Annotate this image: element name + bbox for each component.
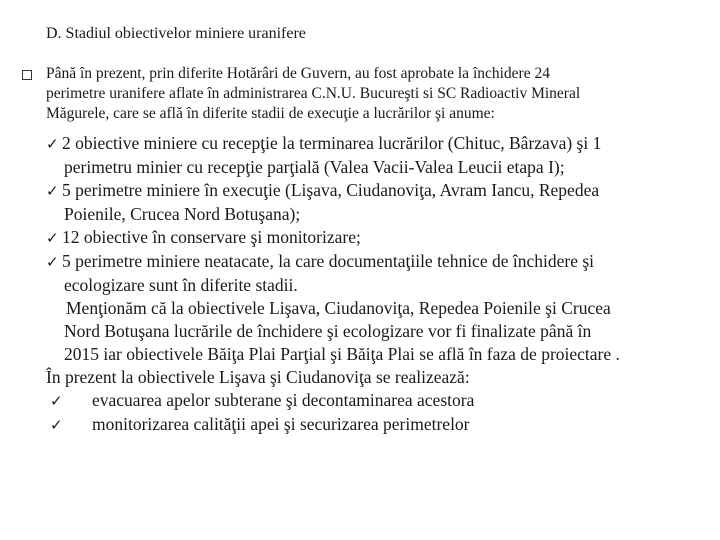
intro-line: Până în prezent, prin diferite Hotărâri de Guvern, au fost aprobate la închidere 24 bbox=[46, 65, 550, 82]
checkmark-icon: ✓ bbox=[46, 135, 59, 153]
check-item-text: 5 perimetre miniere neatacate, la care documentaţiile tehnice de închidere şi bbox=[62, 251, 595, 271]
check-item bbox=[46, 226, 706, 250]
check-item bbox=[46, 250, 706, 297]
check-item-text: ecologizare sunt în diferite stadii. bbox=[64, 275, 298, 295]
present-statement: În prezent la obiectivele Lişava şi Ciudanoviţa se realizează: bbox=[46, 367, 470, 387]
check-item-text: 12 obiective în conservare şi monitorizare; bbox=[62, 227, 361, 247]
sub-check-item-text: monitorizarea calităţii apei şi securizarea perimetrelor bbox=[92, 414, 470, 434]
sub-check-item bbox=[46, 389, 706, 413]
sub-check-item-text: evacuarea apelor subterane şi decontaminarea acestora bbox=[92, 390, 475, 410]
note-paragraph bbox=[46, 297, 706, 366]
slide-title: D. Stadiul obiectivelor miniere uranifere bbox=[46, 25, 306, 42]
note-line: Nord Botuşana lucrările de închidere şi ecologizare vor fi finalizate până în bbox=[64, 321, 592, 341]
intro-paragraph bbox=[46, 64, 696, 124]
check-item bbox=[46, 132, 706, 179]
checkmark-icon: ✓ bbox=[46, 253, 59, 271]
checkmark-icon: ✓ bbox=[46, 229, 59, 247]
checkmark-icon: ✓ bbox=[50, 392, 63, 410]
checkmark-icon: ✓ bbox=[46, 182, 59, 200]
check-item-text: Poienile, Crucea Nord Botuşana); bbox=[64, 204, 301, 224]
check-item-text: 2 obiective miniere cu recepţie la terminarea lucrărilor (Chituc, Bârzava) şi 1 bbox=[62, 133, 602, 153]
check-item bbox=[46, 179, 706, 226]
check-item-text: perimetru minier cu recepţie parţială (Valea Vacii-Valea Leucii etapa I); bbox=[64, 157, 565, 177]
sub-check-item bbox=[46, 413, 706, 437]
checkmark-icon: ✓ bbox=[50, 416, 63, 434]
note-line: 2015 iar obiectivele Băiţa Plai Parţial şi Băiţa Plai se află în faza de proiectare . bbox=[64, 344, 620, 364]
note-line: Menţionăm că la obiectivele Lişava, Ciudanoviţa, Repedea Poienile şi Crucea bbox=[66, 298, 611, 318]
intro-line: perimetre uranifere aflate în administrarea C.N.U. Bucureşti si SC Radioactiv Mineral bbox=[46, 85, 581, 102]
intro-line: Măgurele, care se află în diferite stadii de execuţie a lucrărilor şi anume: bbox=[46, 105, 495, 122]
check-item-text: 5 perimetre miniere în execuţie (Lişava, Ciudanoviţa, Avram Iancu, Repedea bbox=[62, 180, 600, 200]
check-list bbox=[46, 132, 706, 437]
square-bullet-icon bbox=[22, 70, 32, 80]
